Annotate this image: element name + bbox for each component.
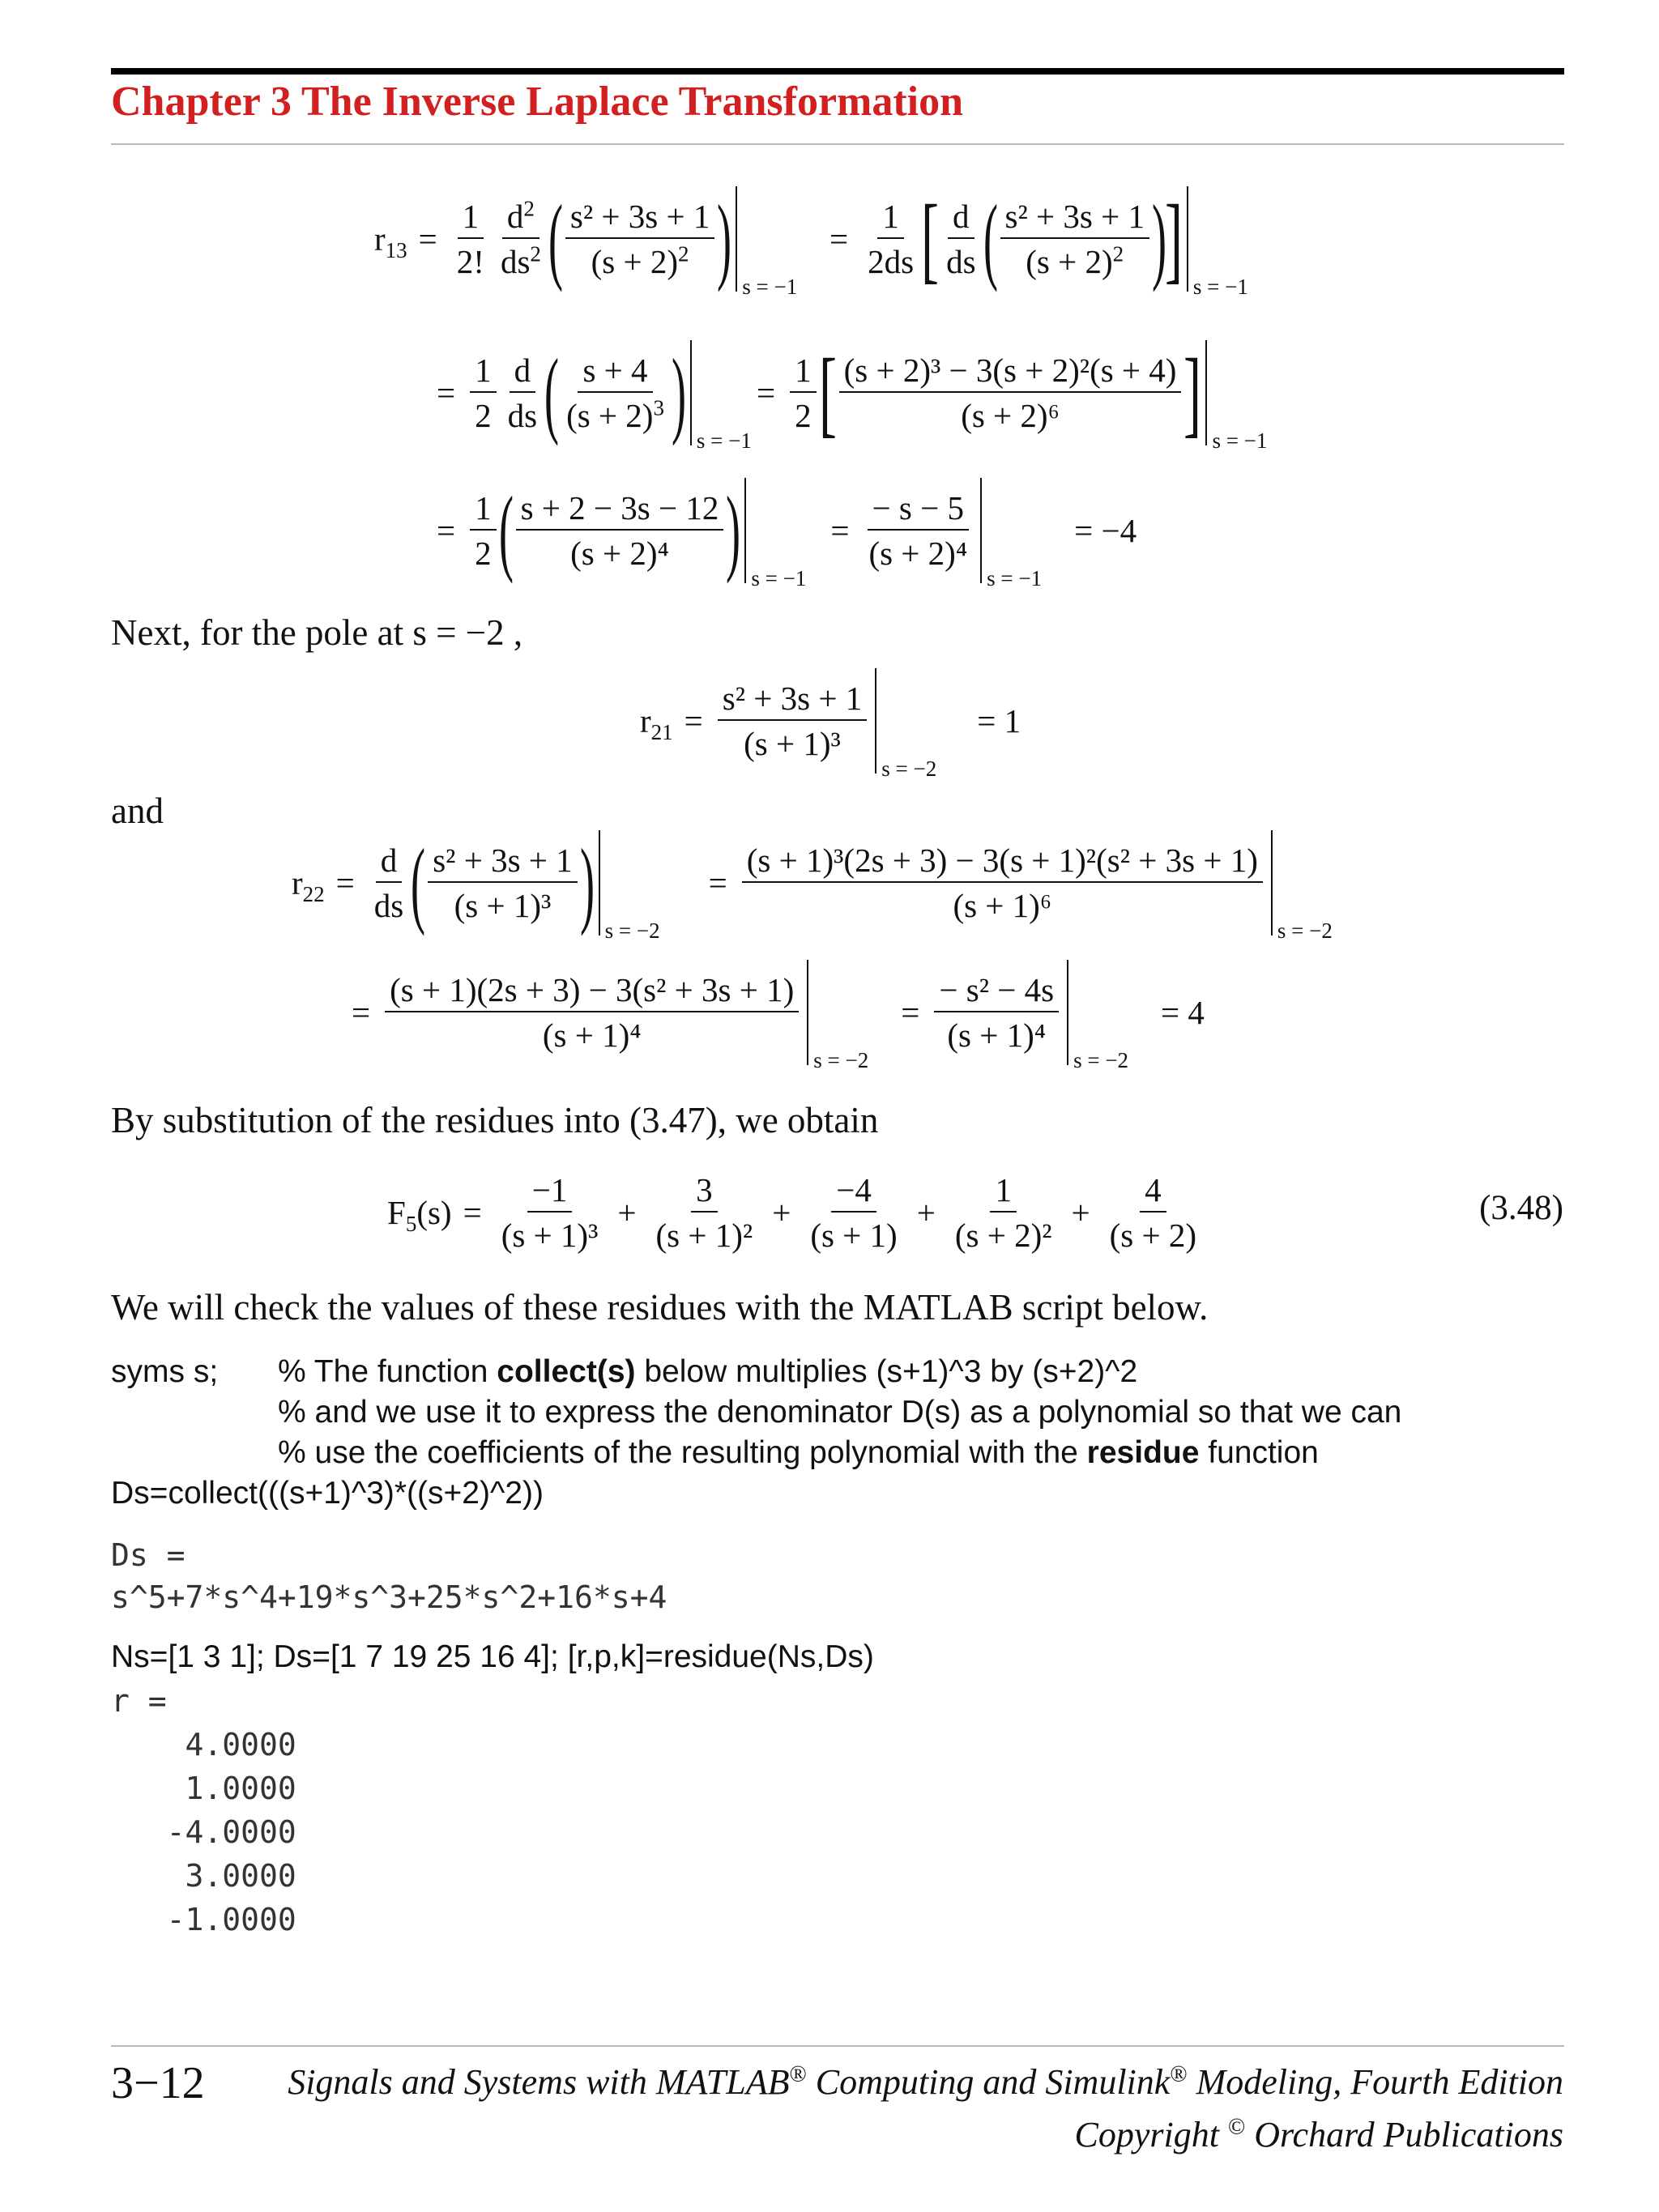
r22-equation-line1: $r_{22}$ = $\frac{d}{ds}$ ( $\frac{\text{s² + 3s + 1}}{\text{(s + 1)³}}$ ) s = −2 = $\frac{\text{(s + 1)³(2s + 3) − 3(s + 1)²(s² + 3s + 1)}}{\text{(s + 1)⁶}}$ s = −2 xyxy=(292,829,1333,943)
output-r-label: r = xyxy=(111,1683,167,1719)
code-comment-1: % The function collect(s) below multiplies (s+1)^3 by (s+2)^2 xyxy=(278,1354,1138,1389)
output-r-value: -4.0000 xyxy=(111,1814,296,1850)
next-pole-text: Next, for the pole at s = −2 , xyxy=(111,612,523,653)
chapter-heading: Chapter 3 The Inverse Laplace Transformation xyxy=(111,79,964,125)
header-divider xyxy=(111,143,1564,145)
r22-equation-line2: = $\frac{\text{(s + 1)(2s + 3) − 3(s² + 3s + 1)}}{\text{(s + 1)⁴}}$ s = −2 = $\frac{\text{− s² − 4s}}{\text{(s + 1)⁴}}$ s = −2 = 4 xyxy=(340,960,1205,1065)
output-ds-label: Ds = xyxy=(111,1537,186,1573)
r13-equation-line2b: = $\frac{1}{2}$ [ $\frac{\text{(s + 2)³ − 3(s + 2)²(s + 4)}}{\text{(s + 2)⁶}}$ ] s = −1 xyxy=(757,339,1268,453)
r13-equation-line3: = $\frac{1}{2}$ ( $\frac{s + 2 - 3s - 12}{\text{(s + 2)⁴}}$ ) s = −1 = $\frac{- s - 5}{\text{(s + 2)⁴}}$ s = −1 = −4 xyxy=(437,476,1137,590)
equation-number: (3.48) xyxy=(1479,1189,1563,1227)
check-text: We will check the values of these residues with the MATLAB script below. xyxy=(111,1287,1209,1328)
book-title: Signals and Systems with MATLAB® Computing and Simulink® Modeling, Fourth Edition xyxy=(288,2061,1563,2102)
f5-equation: $F_5(s)$ = $\frac{-1}{\text{(s + 1)³}}$ + $\frac{3}{\text{(s + 1)²}}$ + $\frac{-4}{(s + 1)}$ + $\frac{1}{\text{(s + 2)²}}$ + $\frac{4}{(s + 2)}$ xyxy=(387,1171,1197,1254)
output-r-value: -1.0000 xyxy=(111,1902,296,1937)
r13-equation-line1: $r_{13}$ = $\frac{1}{2!}$ $\frac{d^2}{ds^2}$ ( $\frac{\text{s² + 3s + 1}}{(s + 2)^2}$ ) s = −1 xyxy=(374,185,798,299)
top-rule xyxy=(111,68,1564,75)
code-syms: syms s; xyxy=(111,1354,219,1389)
r21-equation: $r_{21}$ = $\frac{\text{s² + 3s + 1}}{\text{(s + 1)³}}$ s = −2 = 1 xyxy=(640,668,1021,774)
output-r-value: 3.0000 xyxy=(111,1858,296,1894)
page-number: 3−12 xyxy=(111,2058,205,2108)
code-comment-3: % use the coefficients of the resulting polynomial with the residue function xyxy=(278,1435,1319,1470)
copyright-line: Copyright © Orchard Publications xyxy=(1074,2114,1563,2154)
r13-label: $r_{13}$ xyxy=(374,220,407,263)
and-text: and xyxy=(111,791,164,831)
r13-equation-line2: = $\frac{1}{2}$ $\frac{d}{ds}$ ( $\frac{s + 4}{(s + 2)^3}$ ) s = −1 xyxy=(437,339,752,453)
footer-divider xyxy=(111,2045,1564,2047)
output-r-value: 4.0000 xyxy=(111,1727,296,1762)
output-polynomial: s^5+7*s^4+19*s^3+25*s^2+16*s+4 xyxy=(111,1579,667,1615)
code-comment-2: % and we use it to express the denominator D(s) as a polynomial so that we can xyxy=(278,1395,1402,1430)
code-collect-line: Ds=collect(((s+1)^3)*((s+2)^2)) xyxy=(111,1476,544,1511)
code-residue-line: Ns=[1 3 1]; Ds=[1 7 19 25 16 4]; [r,p,k]=residue(Ns,Ds) xyxy=(111,1639,874,1674)
substitution-text: By substitution of the residues into (3.47), we obtain xyxy=(111,1100,879,1140)
r13-equation-line1b: = $\frac{1}{2ds}$ [ $\frac{d}{ds}$ ( $\frac{\text{s² + 3s + 1}}{(s + 2)^2}$ ) ] s = −1 xyxy=(830,185,1248,299)
output-r-value: 1.0000 xyxy=(111,1771,296,1806)
